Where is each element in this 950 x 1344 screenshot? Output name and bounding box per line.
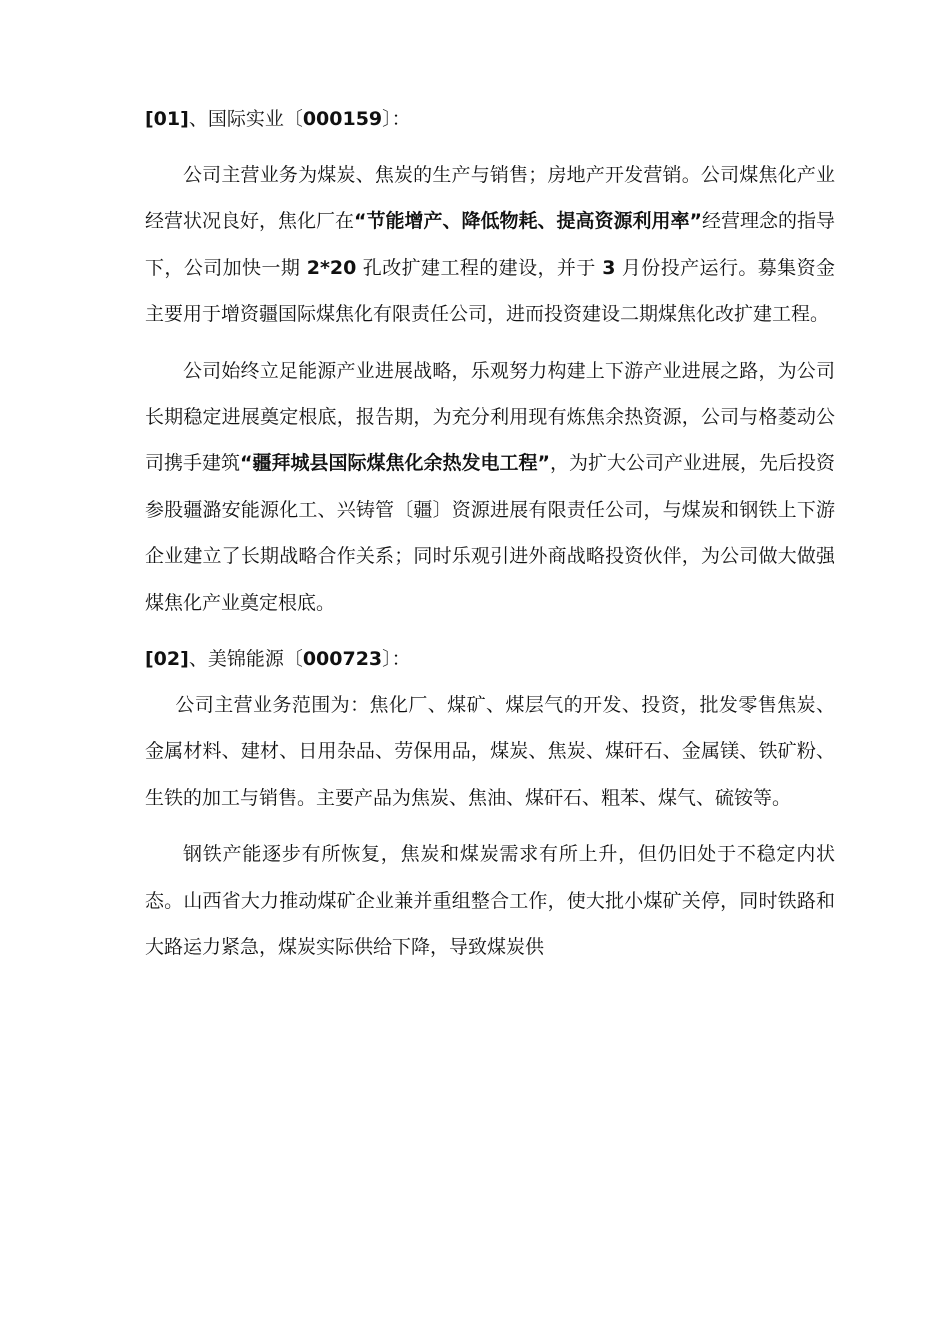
paragraph-text: 钢铁产能逐步有所恢复，焦炭和煤炭需求有所上升，但仍旧处于不稳定内状态。山西省大力推动煤矿企业兼并重组整合工作，使大批小煤矿关停，同时铁路和大路运力紧急，煤炭实际供给下降，导致煤炭供 [145, 843, 835, 959]
section-suffix: 〕： [382, 648, 411, 671]
paragraph-text: ，为扩大公司产业进展，先后投资参股疆潞安能源化工、兴铸管〔疆〕资源进展有限责任公司，与煤炭和钢铁上下游企业建立了长期战略合作关系；同时乐观引进外商战略投资伙伴，为公司做大做强煤焦化产业奠定根底。 [145, 452, 836, 614]
paragraph-text: 公司始终立足能源产业进展战略，乐观努力构建上下游产业进展之路，为公司长期稳定进展奠定根底，报告期，为充分利用现有炼焦余热资源，公司与格菱动公司携手建筑 [145, 359, 835, 475]
paragraph-text: 孔改扩建工程的建设，并于 [356, 256, 603, 279]
paragraph-quote: “节能增产、降低物耗、提高资源利用率” [354, 210, 702, 233]
stock-code: 000723 [302, 648, 383, 671]
section-heading-02 [145, 636, 835, 682]
paragraph-text: 公司主营业务范围为：焦化厂、煤矿、煤层气的开发、投资，批发零售焦炭、金属材料、建材、日用杂品、劳保用品，煤炭、焦炭、煤矸石、金属镁、铁矿粉、生铁的加工与销售。主要产品为焦炭、焦油、煤矸石、粗苯、煤气、硫铵等。 [145, 694, 835, 809]
section-suffix: 〕： [382, 108, 411, 130]
document-body [145, 96, 835, 981]
paragraph-text: 月份投产运行。募集资金主要用于增资疆国际煤焦化有限责任公司，进而投资建设二期煤焦化改扩建工程。 [145, 256, 835, 326]
section-title: 、美锦能源〔 [188, 648, 303, 671]
paragraph-text: 经营理念的指导下，公司加快一期 [145, 210, 836, 279]
paragraph [145, 831, 835, 970]
paragraph [145, 152, 835, 338]
section-number: [02] [145, 648, 189, 671]
paragraph-quote: “疆拜城县国际煤焦化余热发电工程” [240, 452, 550, 475]
paragraph [145, 682, 835, 821]
paragraph-text: 公司主营业务为煤炭、焦炭的生产与销售；房地产开发营销。公司煤焦化产业经营状况良好，焦化厂在 [145, 164, 835, 233]
section-heading-01 [145, 96, 835, 142]
stock-code: 000159 [302, 108, 383, 130]
paragraph-number: 3 [602, 256, 616, 279]
section-number: [01] [145, 108, 189, 130]
section-title: 、国际实业〔 [188, 108, 303, 130]
paragraph-number: 2*20 [306, 256, 357, 279]
paragraph [145, 348, 835, 626]
